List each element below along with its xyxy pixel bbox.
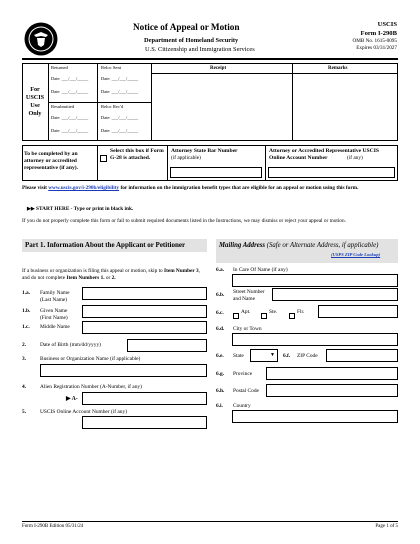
flr-label: Flr.	[297, 309, 305, 315]
date-field[interactable]: Date: ___/___/_____	[51, 115, 89, 120]
part1-header: Part 1. Information About the Applicant or Petitioner	[22, 239, 207, 252]
omb-number: OMB No. 1615-0095	[352, 38, 397, 44]
family-name-input[interactable]	[82, 287, 207, 300]
agency-name: U.S. Citizenship and Immigration Services	[145, 46, 255, 53]
eligibility-link[interactable]: www.uscis.gov/i-290b/eligibility	[48, 185, 120, 191]
state-label: State	[233, 353, 244, 359]
zip-lookup-link[interactable]: (USPS ZIP Code Lookup)	[331, 252, 381, 257]
account-number-input[interactable]	[268, 167, 395, 178]
a-number-prefix: ▶ A-	[66, 396, 78, 402]
form-title: Notice of Appeal or Motion	[133, 22, 240, 32]
care-of-input[interactable]	[232, 274, 398, 287]
date-field[interactable]: Date: ___/___/_____	[51, 89, 89, 94]
business-name-label: Business or Organization Name (if applicable)	[40, 356, 141, 362]
g28-checkbox[interactable]	[100, 149, 107, 167]
header-rule	[22, 58, 398, 60]
postal-code-label: Postal Code	[233, 388, 259, 394]
dob-input[interactable]	[127, 339, 207, 352]
zip-label: ZIP Code	[297, 353, 318, 359]
family-name-label: Family Name (Last Name)	[40, 290, 70, 303]
remarks-label: Remarks	[328, 66, 348, 71]
date-field[interactable]: Date: ___/___/_____	[51, 128, 89, 133]
date-field[interactable]: Date: ___/___/_____	[101, 76, 139, 81]
reloc-sent-label: Reloc Sent	[101, 65, 122, 70]
uscis-label: USCIS	[377, 21, 397, 28]
business-name-input[interactable]	[40, 364, 207, 377]
state-select[interactable]	[250, 349, 278, 362]
bar-number-sub: (if applicable)	[171, 155, 201, 161]
date-field[interactable]: Date: ___/___/_____	[51, 76, 89, 81]
bar-number-label: Attorney State Bar Number	[171, 148, 238, 154]
dhs-seal-icon	[24, 22, 58, 56]
middle-name-input[interactable]	[82, 321, 207, 334]
country-label: Country	[233, 403, 251, 409]
footer-rule	[22, 521, 398, 522]
online-account-label: USCIS Online Account Number (if any)	[40, 409, 127, 415]
apt-label: Apt.	[241, 309, 251, 315]
province-input[interactable]	[266, 367, 398, 380]
department-name: Department of Homeland Security	[144, 37, 239, 44]
g28-label: Select this box if Form G-28 is attached.	[110, 148, 164, 161]
date-field[interactable]: Date: ___/___/_____	[101, 89, 139, 94]
ste-checkbox[interactable]	[261, 307, 267, 325]
online-account-input[interactable]	[82, 416, 207, 429]
middle-name-label: Middle Name	[40, 324, 70, 330]
start-here-text: ▶▶ START HERE - Type or print in black ink.	[27, 206, 134, 212]
zip-input[interactable]	[326, 349, 398, 362]
unit-number-input[interactable]	[318, 305, 398, 318]
office-use-label: For USCIS Use Only	[22, 63, 49, 141]
resubmitted-label: Resubmitted	[51, 104, 75, 109]
dob-label: Date of Birth (mm/dd/yyyy)	[40, 342, 101, 348]
footer-edition: Form I-290B Edition 05/31/24	[22, 524, 84, 529]
street-label: Street Number and Name	[233, 289, 265, 302]
returned-label: Returned	[51, 65, 68, 70]
a-number-label: Alien Registration Number (A-Number, if any)	[40, 384, 142, 390]
given-name-input[interactable]	[82, 305, 207, 318]
given-name-label: Given Name (First Name)	[40, 308, 68, 321]
city-input[interactable]	[232, 333, 398, 346]
street-input[interactable]	[272, 288, 398, 301]
part1-intro: If a business or organization is filing this appeal or motion, skip to Item Number 3, and do not complete Item Numbers 1. or 2.	[22, 268, 200, 281]
mailing-address-header: Mailing Address (Safe or Alternate Address, if applicable)	[216, 239, 398, 263]
form-number: Form I-290B	[360, 30, 397, 37]
form-id-block	[317, 20, 397, 52]
bar-number-input[interactable]	[170, 167, 262, 178]
footer-page: Page 1 of 5	[375, 524, 398, 529]
chevron-down-icon: ▼	[270, 353, 275, 358]
a-number-input[interactable]	[82, 392, 207, 405]
province-label: Province	[233, 371, 253, 377]
reloc-recd-label: Reloc Rec'd	[101, 104, 124, 109]
attorney-label: To be completed by an attorney or accredited representative (if any).	[24, 151, 79, 171]
city-label: City or Town	[233, 326, 262, 332]
date-field[interactable]: Date: ___/___/_____	[101, 115, 139, 120]
apt-checkbox[interactable]	[233, 307, 239, 325]
care-of-label: In Care Of Name (if any)	[233, 267, 288, 273]
account-number-sub: (if any)	[347, 155, 363, 161]
postal-code-input[interactable]	[266, 384, 398, 397]
date-field[interactable]: Date: ___/___/_____	[101, 128, 139, 133]
receipt-label: Receipt	[210, 66, 227, 71]
flr-checkbox[interactable]	[289, 307, 295, 325]
country-input[interactable]	[232, 410, 398, 423]
expiration-date: Expires 03/31/2027	[356, 45, 397, 51]
ste-label: Ste.	[269, 309, 278, 315]
warning-text: If you do not properly complete this form or fail to submit required documents listed in the Instructions, we may dismiss or reject your appeal or motion.	[22, 218, 346, 224]
visit-instructions: Please visit www.uscis.gov/i-290b/eligibility for information on the immigration benefit types that are eligible for an appeal or motion using this form.	[22, 185, 359, 191]
account-number-label: Attorney or Accredited Representative USCIS Online Account Number	[269, 148, 379, 161]
